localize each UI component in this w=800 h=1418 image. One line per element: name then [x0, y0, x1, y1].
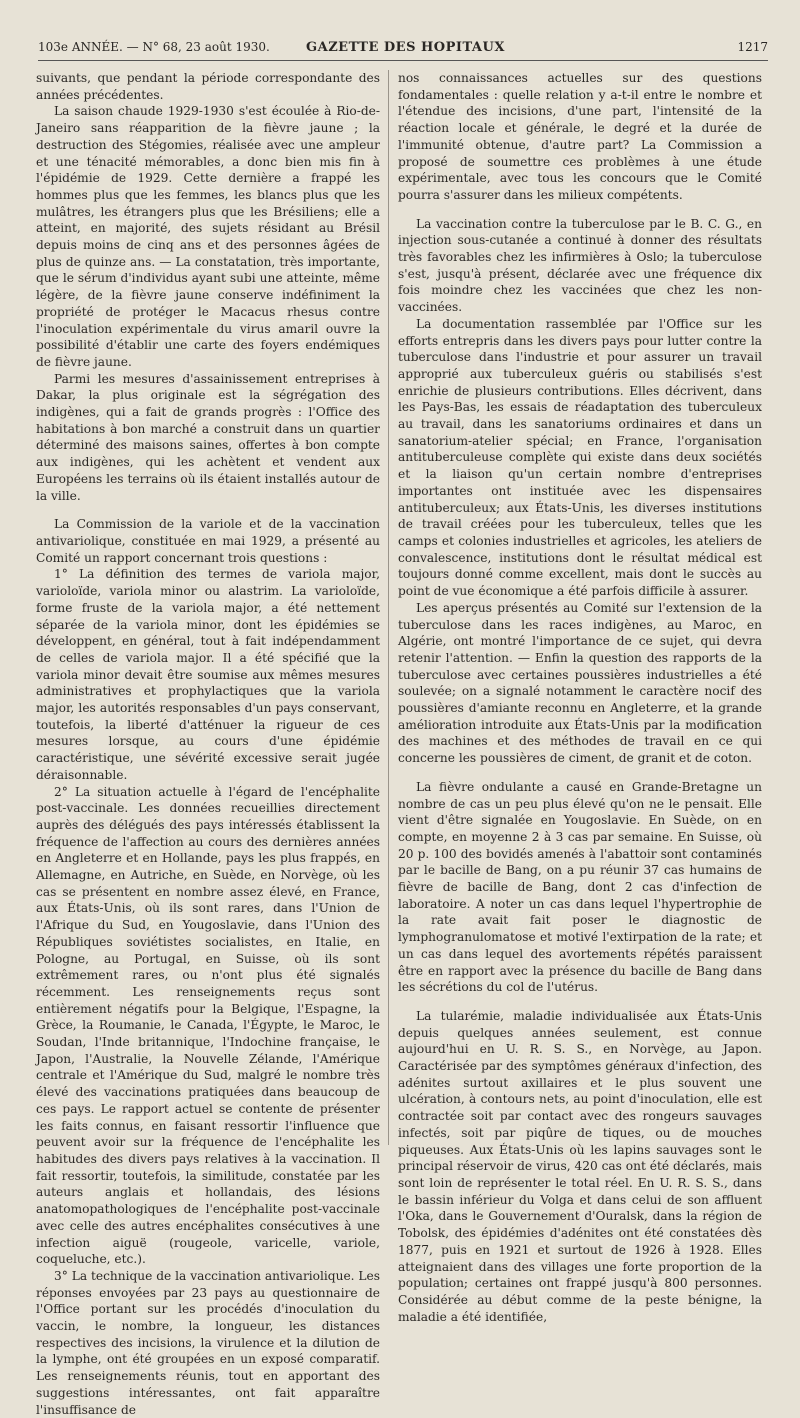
left-column	[36, 70, 380, 1417]
paragraph: Parmi les mesures d'assainissement entreprises à Dakar, la plus originale est la ségrégation des indigènes, qui a fait de grands progrès : l'Office des habitations à bon marché a construit dans un quartier déterminé des maisons saines, offertes à bon compte aux indigènes, qui les achètent et vendent aux Européens les terrains où ils étaient installés autour de la ville.	[36, 371, 380, 503]
paragraph: La saison chaude 1929-1930 s'est écoulée à Rio-de-Janeiro sans réapparition de la fièvre jaune ; la destruction des Stégomies, réalisée avec une ampleur et une ténacité mémorables, a donc bien mis fin à l'épidémie de 1929. Cette dernière a frappé les hommes plus que les femmes, les blancs plus que les mulâtres, les étrangers plus que les Brésiliens; elle a atteint, en majorité, des sujets résidant au Brésil depuis moins de cinq ans et des personnes âgées de plus de quinze ans. — La constatation, très importante, que le sérum d'individus ayant subi une atteinte, même légère, de la fièvre jaune conserve indéfiniment la propriété de protéger le Macacus rhesus contre l'inoculation expérimentale du virus amaril ouvre la possibilité d'établir une carte des foyers endémiques de fièvre jaune.	[36, 104, 380, 369]
paragraph: suivants, que pendant la période correspondante des années précédentes.	[36, 71, 380, 102]
page-number: 1217	[737, 40, 768, 54]
right-column	[398, 70, 762, 1324]
paragraph: nos connaissances actuelles sur des questions fondamentales : quelle relation y a-t-il entre le nombre et l'étendue des incisions, d'une part, l'intensité de la réaction locale et générale, le degré et la durée de l'immunité obtenue, d'autre part? La Commission a proposé de soumettre ces problèmes à une étude expérimentale, avec tous les concours que le Comité pourra s'assurer dans les milieux compétents.	[398, 71, 762, 202]
issue-info: 103e ANNÉE. — N° 68, 23 août 1930.	[38, 40, 270, 54]
paragraph: La documentation rassemblée par l'Office sur les efforts entrepris dans les divers pays pour lutter contre la tuberculose dans l'industrie et pour assurer un travail approprié aux tuberculeux guéris ou stabilisés s'est enrichie de plusieurs contributions. Elles décrivent, dans les Pays-Bas, les essais de réadaptation des tuberculeux au travail, dans les sanatoriums ordinaires et dans un sanatorium-atelier spécial; en France, l'organisation antituberculeuse complète qui existe dans deux sociétés et la liaison qu'un certain nombre d'entreprises importantes ont instituée avec les dispensaires antituberculeux; aux États-Unis, les diverses institutions de travail créées pour les tuberculeux, telles que les camps et colonies industrielles et agricoles, les ateliers de convalescence, institutions dont le résultat médical est toujours donné comme excellent, mais dont le succès au point de vue économique a été parfois difficile à assurer.	[398, 316, 762, 599]
paragraph: 2° La situation actuelle à l'égard de l'encéphalite post-vaccinale. Les données recueillies directement auprès des délégués des pays intéressés établissent la fréquence de l'affection au cours des dernières années en Angleterre et en Hollande, pays les plus frappés, en Allemagne, en Autriche, en Suède, en Norvège, où les cas se présentent en nombre assez élevé, en France, aux États-Unis, où ils sont rares, dans l'Union de l'Afrique du Sud, en Yougoslavie, dans l'Union des Républiques soviétistes socialistes, en Italie, en Pologne, au Portugal, en Suisse, où ils sont extrêmement rares, ou n'ont plus été signalés récemment. Les renseignements reçus sont entièrement négatifs pour la Belgique, l'Espagne, la Grèce, la Roumanie, le Canada, l'Égypte, le Maroc, le Soudan, l'Inde britannique, l'Indochine française, le Japon, l'Australie, la Nouvelle Zélande, l'Amérique centrale et l'Amérique du Sud, malgré le nombre très élevé des vaccinations pratiquées dans beaucoup de ces pays. Le rapport actuel se contente de présenter les faits connus, en faisant ressortir l'influence que peuvent avoir sur la fréquence de l'encéphalite les habitudes des divers pays relatives à la vaccination. Il fait ressortir, toutefois, la similitude, constatée par les auteurs anglais et hollandais, des lésions anatomopathologiques de l'encéphalite post-vaccinale avec celle des autres encéphalites consécutives à une infection aiguë (rougeole, varicelle, variole, coqueluche, etc.).	[36, 784, 380, 1267]
journal-title: GAZETTE DES HOPITAUX	[306, 40, 505, 55]
paragraph: La Commission de la variole et de la vaccination antivariolique, constituée en mai 1929, a présenté au Comité un rapport concernant trois questions :	[36, 517, 380, 565]
paragraph: 3° La technique de la vaccination antivariolique. Les réponses envoyées par 23 pays au questionnaire de l'Office portant sur les procédés d'inoculation du vaccin, le nombre, la longueur, les distances respectives des incisions, la virulence et la dilution de la lymphe, ont été groupées en un exposé comparatif. Les renseignements réunis, tout en apportant des suggestions intéressantes, ont fait apparaître l'insuffisance de	[36, 1268, 380, 1417]
paragraph: Les aperçus présentés au Comité sur l'extension de la tuberculose dans les races indigènes, au Maroc, en Algérie, ont montré l'importance de ce sujet, qui devra retenir l'attention. — Enfin la question des rapports de la tuberculose avec certaines poussières industrielles a été soulevée; on a signalé notamment le caractère nocif des poussières d'amiante reconnu en Angleterre, et la grande amélioration introduite aux États-Unis par la modification des machines et des méthodes de travail en ce qui concerne les poussières de ciment, de granit et de coton.	[398, 600, 762, 766]
paragraph: La tularémie, maladie individualisée aux États-Unis depuis quelques années seulement, est connue aujourd'hui en U. R. S. S., en Norvège, au Japon. Caractérisée par des symptômes généraux d'infection, des adénites surtout axillaires et le plus souvent une ulcération, à contours nets, au point d'inoculation, elle est contractée soit par contact avec des rongeurs sauvages infectés, soit par piqûre de tiques, ou de mouches piqueuses. Aux États-Unis où les lapins sauvages sont le principal réservoir de virus, 420 cas ont été déclarés, mais sont loin de représenter le total réel. En U. R. S. S., dans le bassin inférieur du Volga et dans celui de son affluent l'Oka, dans le Gouvernement d'Ouralsk, dans la région de Tobolsk, des épidémies d'adénites ont été constatées dès 1877, puis en 1921 et surtout de 1926 à 1928. Elles atteignaient dans des villages une forte proportion de la population; certaines ont frappé jusqu'à 800 personnes. Considérée au début comme de la peste bénigne, la maladie a été identifiée,	[398, 1008, 762, 1324]
column-divider	[388, 70, 389, 1145]
page-header	[38, 38, 768, 61]
paragraph: La fièvre ondulante a causé en Grande-Bretagne un nombre de cas un peu plus élevé qu'on ne le pensait. Elle vient d'être signalée en Yougoslavie. En Suède, on en compte, en moyenne 2 à 3 cas par semaine. En Suisse, où 20 p. 100 des bovidés amenés à l'abattoir sont contaminés par le bacille de Bang, on a pu réunir 37 cas humains de fièvre de bacille de Bang, dont 2 cas d'infection de laboratoire. A noter un cas dans lequel l'hypertrophie de la rate avait fait poser le diagnostic de lymphogranulomatose et motivé l'extirpation de la rate; et un cas dans lequel des avortements répétés paraissent être en rapport avec la présence du bacille de Bang dans les sécrétions du col de l'utérus.	[398, 779, 762, 995]
paragraph: 1° La définition des termes de variola major, varioloïde, variola minor ou alastrim. La varioloïde, forme fruste de la variola major, a été nettement séparée de la variola minor, dont les épidémies se développent, en général, tout à fait indépendamment de celles de variola major. Il a été spécifié que la variola minor devait être soumise aux mêmes mesures administratives et prophylactiques que la variola major, les autorités responsables d'un pays conservant, toutefois, la liberté d'atténuer la rigueur de ces mesures lorsque, au cours d'une épidémie caractéristique, une sévérité excessive serait jugée déraisonnable.	[36, 567, 380, 782]
paragraph: La vaccination contre la tuberculose par le B. C. G., en injection sous-cutanée a continué à donner des résultats très favorables chez les infirmières à Oslo; la tuberculose s'est, jusqu'à présent, déclarée avec une fréquence dix fois moindre chez les vaccinées que chez les non-vaccinées.	[398, 216, 762, 315]
